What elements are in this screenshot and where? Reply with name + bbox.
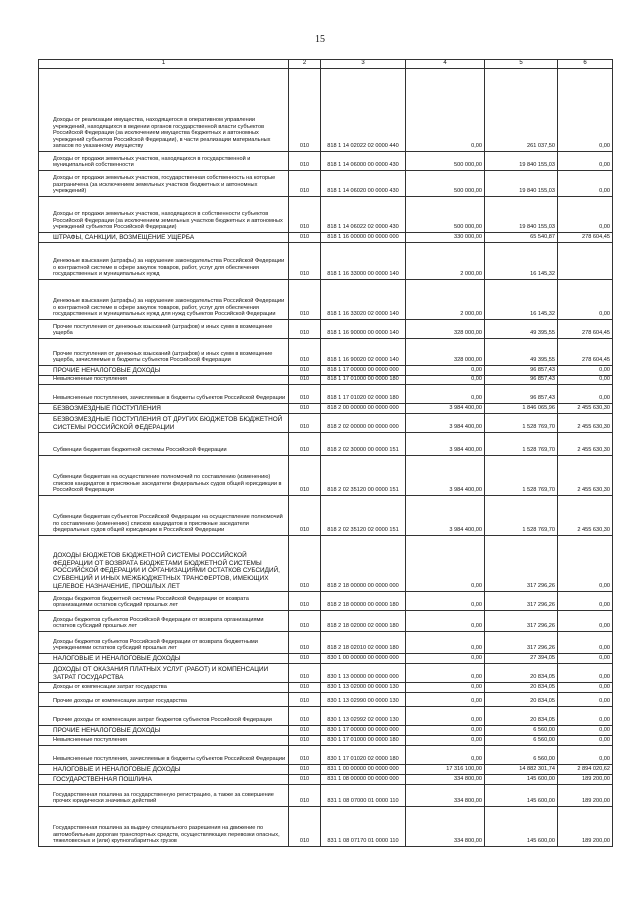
- row-name-cell: БЕЗВОЗМЕЗДНЫЕ ПОСТУПЛЕНИЯ: [39, 404, 289, 414]
- row-kbk-cell: 830 1 00 00000 00 0000 000: [321, 654, 406, 664]
- row-fact-cell: 16 145,32: [485, 280, 558, 320]
- row-code-cell: 010: [289, 632, 321, 654]
- row-name-cell: Доходы от реализации имущества, находящегося в оперативном управлении учреждений, находящихся в ведении органов государственной власти субъектов Российской Федерации (за исключением имущества бюджетных и автономных учреждений субъектов Российской Федерации), в части реализации материальных запасов по указанному имуществу: [39, 69, 289, 152]
- row-fact-cell: 49 395,55: [485, 320, 558, 339]
- row-kbk-cell: 818 1 16 33000 00 0000 140: [321, 243, 406, 280]
- row-fact-cell: 1 846 065,96: [485, 404, 558, 414]
- row-name-cell: Невыясненные поступления: [39, 376, 289, 385]
- row-code-cell: 010: [289, 433, 321, 456]
- row-name-cell: Субвенции бюджетам на осуществление полномочий по составлению (изменению) списков кандидатов в присяжные заседатели федеральных судов общей юрисдикции в Российской Федерации: [39, 456, 289, 496]
- row-code-cell: 010: [289, 765, 321, 775]
- row-rest-cell: 278 604,45: [558, 233, 613, 243]
- row-rest-cell: 2 455 630,30: [558, 404, 613, 414]
- table-row: [39, 456, 613, 496]
- row-name-cell: Государственная пошлина за выдачу специального разрешения на движение по автомобильным дорогам транспортных средств, осуществляющих перевозки опасных, тяжеловесных и (или) крупногабаритных грузов: [39, 807, 289, 847]
- row-name-cell: Доходы от продажи земельных участков, находящихся в собственности субъектов Российской Федерации (за исключением земельных участков бюджетных и автономных учреждений субъектов Российской Федерации): [39, 197, 289, 233]
- row-fact-cell: 96 857,43: [485, 385, 558, 404]
- row-fact-cell: 19 840 155,03: [485, 171, 558, 197]
- row-fact-cell: 96 857,43: [485, 376, 558, 385]
- row-fact-cell: 27 394,05: [485, 654, 558, 664]
- row-plan-cell: 0,00: [406, 536, 485, 592]
- row-kbk-cell: 830 1 13 00000 00 0000 000: [321, 664, 406, 683]
- row-name-cell: Доходы бюджетов субъектов Российской Федерации от возврата бюджетными учреждениями остатков субсидий прошлых лет: [39, 632, 289, 654]
- row-code-cell: 010: [289, 376, 321, 385]
- row-name-cell: Субвенции бюджетам субъектов Российской Федерации на осуществление полномочий по составлению (изменению) списков кандидатов в присяжные заседатели федеральных судов общей юрисдикции в Российской Федерации: [39, 496, 289, 536]
- row-code-cell: 010: [289, 385, 321, 404]
- table-row: [39, 69, 613, 152]
- row-code-cell: 010: [289, 775, 321, 785]
- row-rest-cell: 2 455 630,30: [558, 496, 613, 536]
- row-kbk-cell: 818 2 18 02000 02 0000 180: [321, 611, 406, 632]
- row-name-cell: Прочие поступления от денежных взысканий (штрафов) и иных сумм в возмещение ущерба, зачисляемые в бюджеты субъектов Российской Федерации: [39, 339, 289, 366]
- row-fact-cell: 6 560,00: [485, 736, 558, 746]
- row-rest-cell: 0,00: [558, 654, 613, 664]
- row-plan-cell: 0,00: [406, 366, 485, 376]
- row-code-cell: 010: [289, 664, 321, 683]
- row-plan-cell: 0,00: [406, 376, 485, 385]
- row-plan-cell: 0,00: [406, 736, 485, 746]
- row-fact-cell: 317 296,26: [485, 536, 558, 592]
- table-row: [39, 280, 613, 320]
- row-plan-cell: 334 800,00: [406, 785, 485, 807]
- row-rest-cell: 189 200,00: [558, 807, 613, 847]
- row-name-cell: Невыясненные поступления: [39, 736, 289, 746]
- row-code-cell: 010: [289, 736, 321, 746]
- row-fact-cell: 20 834,05: [485, 707, 558, 726]
- row-kbk-cell: 818 2 02 00000 00 0000 000: [321, 414, 406, 433]
- table-row: [39, 707, 613, 726]
- row-plan-cell: 0,00: [406, 385, 485, 404]
- revenue-table: [38, 59, 613, 847]
- row-rest-cell: 0,00: [558, 707, 613, 726]
- row-fact-cell: 6 560,00: [485, 726, 558, 736]
- header-cell: 6: [558, 60, 613, 69]
- row-name-cell: Доходы от продажи земельных участков, государственная собственность на которые разграничена (за исключением земельных участков бюджетных и автономных учреждений): [39, 171, 289, 197]
- row-code-cell: 010: [289, 171, 321, 197]
- row-rest-cell: 189 200,00: [558, 775, 613, 785]
- table-row: [39, 775, 613, 785]
- row-plan-cell: 0,00: [406, 683, 485, 693]
- row-rest-cell: 0,00: [558, 280, 613, 320]
- row-code-cell: 010: [289, 611, 321, 632]
- row-code-cell: 010: [289, 707, 321, 726]
- row-fact-cell: 317 296,26: [485, 592, 558, 611]
- row-fact-cell: 49 395,55: [485, 339, 558, 366]
- row-plan-cell: 0,00: [406, 69, 485, 152]
- row-kbk-cell: 831 1 08 07000 01 0000 110: [321, 785, 406, 807]
- row-kbk-cell: 818 2 18 00000 00 0000 180: [321, 592, 406, 611]
- table-row: [39, 404, 613, 414]
- row-plan-cell: 2 000,00: [406, 243, 485, 280]
- table-row: [39, 765, 613, 775]
- row-rest-cell: 2 455 630,30: [558, 414, 613, 433]
- table-row: [39, 376, 613, 385]
- row-kbk-cell: 818 1 14 02022 02 0000 440: [321, 69, 406, 152]
- row-code-cell: 010: [289, 69, 321, 152]
- row-name-cell: НАЛОГОВЫЕ И НЕНАЛОГОВЫЕ ДОХОДЫ: [39, 765, 289, 775]
- row-kbk-cell: 831 1 00 00000 00 0000 000: [321, 765, 406, 775]
- table-row: [39, 152, 613, 171]
- row-name-cell: Невыясненные поступления, зачисляемые в бюджеты субъектов Российской Федерации: [39, 746, 289, 765]
- row-plan-cell: 3 984 400,00: [406, 456, 485, 496]
- row-kbk-cell: 818 2 18 00000 00 0000 000: [321, 536, 406, 592]
- row-name-cell: Государственная пошлина за государственную регистрацию, а также за совершение прочих юридически значимых действий: [39, 785, 289, 807]
- page-number: 15: [315, 34, 325, 45]
- row-rest-cell: 0,00: [558, 632, 613, 654]
- row-plan-cell: 0,00: [406, 592, 485, 611]
- row-kbk-cell: 818 1 17 01020 02 0000 180: [321, 385, 406, 404]
- row-fact-cell: 1 528 769,70: [485, 414, 558, 433]
- header-cell: 2: [289, 60, 321, 69]
- header-cell: 1: [39, 60, 289, 69]
- row-rest-cell: 0,00: [558, 385, 613, 404]
- row-code-cell: 010: [289, 807, 321, 847]
- row-plan-cell: 500 000,00: [406, 171, 485, 197]
- row-kbk-cell: 818 1 17 01000 00 0000 180: [321, 376, 406, 385]
- row-plan-cell: 3 984 400,00: [406, 433, 485, 456]
- row-fact-cell: 14 882 301,74: [485, 765, 558, 775]
- row-plan-cell: 330 000,00: [406, 233, 485, 243]
- row-plan-cell: 0,00: [406, 726, 485, 736]
- row-code-cell: 010: [289, 536, 321, 592]
- row-name-cell: ПРОЧИЕ НЕНАЛОГОВЫЕ ДОХОДЫ: [39, 726, 289, 736]
- row-fact-cell: 145 600,00: [485, 775, 558, 785]
- table-row: [39, 243, 613, 280]
- row-code-cell: 010: [289, 233, 321, 243]
- row-name-cell: Доходы бюджетов субъектов Российской Федерации от возврата организациями остатков субсидий прошлых лет: [39, 611, 289, 632]
- row-plan-cell: 3 984 400,00: [406, 414, 485, 433]
- table-row: [39, 496, 613, 536]
- table-row: [39, 433, 613, 456]
- row-rest-cell: 0,00: [558, 376, 613, 385]
- row-kbk-cell: 818 2 02 35120 00 0000 151: [321, 456, 406, 496]
- row-fact-cell: 20 834,05: [485, 664, 558, 683]
- header-cell: 5: [485, 60, 558, 69]
- row-name-cell: БЕЗВОЗМЕЗДНЫЕ ПОСТУПЛЕНИЯ ОТ ДРУГИХ БЮДЖЕТОВ БЮДЖЕТНОЙ СИСТЕМЫ РОССИЙСКОЙ ФЕДЕРАЦИИ: [39, 414, 289, 433]
- row-fact-cell: 1 528 769,70: [485, 496, 558, 536]
- row-fact-cell: 317 296,26: [485, 632, 558, 654]
- row-rest-cell: 0,00: [558, 746, 613, 765]
- table-row: [39, 664, 613, 683]
- row-name-cell: Денежные взыскания (штрафы) за нарушение законодательства Российской Федерации о контрактной системе в сфере закупок товаров, работ, услуг для обеспечения государственных и муниципальных нужд для нужд субъектов Российской Федерации: [39, 280, 289, 320]
- row-rest-cell: 0,00: [558, 536, 613, 592]
- row-fact-cell: 6 560,00: [485, 746, 558, 765]
- row-name-cell: ДОХОДЫ БЮДЖЕТОВ БЮДЖЕТНОЙ СИСТЕМЫ РОССИЙСКОЙ ФЕДЕРАЦИИ ОТ ВОЗВРАТА БЮДЖЕТАМИ БЮДЖЕТНОЙ СИСТЕМЫ РОССИЙСКОЙ ФЕДЕРАЦИИ И ОРГАНИЗАЦИЯМИ ОСТАТКОВ СУБСИДИЙ, СУБВЕНЦИЙ И ИНЫХ МЕЖБЮДЖЕТНЫХ ТРАНСФЕРТОВ, ИМЕЮЩИХ ЦЕЛЕВОЕ НАЗНАЧЕНИЕ, ПРОШЛЫХ ЛЕТ: [39, 536, 289, 592]
- row-rest-cell: 0,00: [558, 152, 613, 171]
- table-header-row: [39, 60, 613, 69]
- table-row: [39, 197, 613, 233]
- table-row: [39, 785, 613, 807]
- row-fact-cell: 96 857,43: [485, 366, 558, 376]
- row-kbk-cell: 818 1 16 00000 00 0000 000: [321, 233, 406, 243]
- row-fact-cell: 1 528 769,70: [485, 456, 558, 496]
- row-kbk-cell: 830 1 13 02992 02 0000 130: [321, 707, 406, 726]
- header-cell: 3: [321, 60, 406, 69]
- row-kbk-cell: 830 1 17 00000 00 0000 000: [321, 726, 406, 736]
- row-plan-cell: 328 000,00: [406, 339, 485, 366]
- row-rest-cell: 2 894 020,62: [558, 765, 613, 775]
- row-kbk-cell: 818 2 02 35120 02 0000 151: [321, 496, 406, 536]
- row-kbk-cell: 818 1 14 06000 00 0000 430: [321, 152, 406, 171]
- row-rest-cell: 0,00: [558, 592, 613, 611]
- row-code-cell: 010: [289, 746, 321, 765]
- row-name-cell: Доходы бюджетов бюджетной системы Российской Федерации от возврата организациями остатков субсидий прошлых лет: [39, 592, 289, 611]
- table-row: [39, 592, 613, 611]
- row-plan-cell: 3 984 400,00: [406, 496, 485, 536]
- row-code-cell: 010: [289, 456, 321, 496]
- row-name-cell: Прочие доходы от компенсации затрат бюджетов субъектов Российской Федерации: [39, 707, 289, 726]
- row-code-cell: 010: [289, 414, 321, 433]
- row-code-cell: 010: [289, 592, 321, 611]
- row-name-cell: Денежные взыскания (штрафы) за нарушение законодательства Российской Федерации о контрактной системе в сфере закупок товаров, работ, услуг для обеспечения государственных и муниципальных нужд: [39, 243, 289, 280]
- row-plan-cell: 2 000,00: [406, 280, 485, 320]
- row-plan-cell: 0,00: [406, 611, 485, 632]
- row-code-cell: 010: [289, 339, 321, 366]
- row-fact-cell: 1 528 769,70: [485, 433, 558, 456]
- row-rest-cell: 0,00: [558, 611, 613, 632]
- row-kbk-cell: 818 1 14 06022 02 0000 430: [321, 197, 406, 233]
- row-code-cell: 010: [289, 366, 321, 376]
- row-rest-cell: 0,00: [558, 171, 613, 197]
- row-name-cell: ДОХОДЫ ОТ ОКАЗАНИЯ ПЛАТНЫХ УСЛУГ (РАБОТ) И КОМПЕНСАЦИИ ЗАТРАТ ГОСУДАРСТВА: [39, 664, 289, 683]
- table-row: [39, 693, 613, 707]
- row-fact-cell: 261 037,50: [485, 69, 558, 152]
- row-kbk-cell: 818 1 16 90020 02 0000 140: [321, 339, 406, 366]
- row-fact-cell: 317 296,26: [485, 611, 558, 632]
- row-name-cell: ПРОЧИЕ НЕНАЛОГОВЫЕ ДОХОДЫ: [39, 366, 289, 376]
- row-code-cell: 010: [289, 726, 321, 736]
- row-kbk-cell: 818 2 18 02010 02 0000 180: [321, 632, 406, 654]
- table-row: [39, 736, 613, 746]
- header-cell: 4: [406, 60, 485, 69]
- table-row: [39, 171, 613, 197]
- row-kbk-cell: 818 2 02 30000 00 0000 151: [321, 433, 406, 456]
- row-kbk-cell: 818 1 14 06020 00 0000 430: [321, 171, 406, 197]
- table-row: [39, 611, 613, 632]
- row-plan-cell: 334 800,00: [406, 775, 485, 785]
- row-kbk-cell: 831 1 08 07170 01 0000 110: [321, 807, 406, 847]
- row-name-cell: НАЛОГОВЫЕ И НЕНАЛОГОВЫЕ ДОХОДЫ: [39, 654, 289, 664]
- table-row: [39, 320, 613, 339]
- row-rest-cell: 0,00: [558, 197, 613, 233]
- row-plan-cell: 0,00: [406, 654, 485, 664]
- row-plan-cell: 334 800,00: [406, 807, 485, 847]
- row-code-cell: 010: [289, 683, 321, 693]
- row-plan-cell: 17 316 100,00: [406, 765, 485, 775]
- row-kbk-cell: 818 1 17 00000 00 0000 000: [321, 366, 406, 376]
- row-kbk-cell: 818 1 16 90000 00 0000 140: [321, 320, 406, 339]
- table-row: [39, 233, 613, 243]
- row-rest-cell: 278 604,45: [558, 320, 613, 339]
- row-name-cell: Невыясненные поступления, зачисляемые в бюджеты субъектов Российской Федерации: [39, 385, 289, 404]
- row-name-cell: ГОСУДАРСТВЕННАЯ ПОШЛИНА: [39, 775, 289, 785]
- row-rest-cell: 0,00: [558, 736, 613, 746]
- row-plan-cell: 500 000,00: [406, 152, 485, 171]
- row-rest-cell: 0,00: [558, 693, 613, 707]
- row-name-cell: Прочие поступления от денежных взысканий (штрафов) и иных сумм в возмещение ущерба: [39, 320, 289, 339]
- row-rest-cell: 0,00: [558, 366, 613, 376]
- table-row: [39, 746, 613, 765]
- row-code-cell: 010: [289, 496, 321, 536]
- row-kbk-cell: 830 1 13 02000 00 0000 130: [321, 683, 406, 693]
- row-kbk-cell: 818 1 16 33020 02 0000 140: [321, 280, 406, 320]
- row-name-cell: Доходы от компенсации затрат государства: [39, 683, 289, 693]
- row-kbk-cell: 830 1 17 01020 02 0000 180: [321, 746, 406, 765]
- row-fact-cell: 20 834,05: [485, 693, 558, 707]
- row-rest-cell: 0,00: [558, 683, 613, 693]
- row-code-cell: 010: [289, 404, 321, 414]
- row-name-cell: Прочие доходы от компенсации затрат государства: [39, 693, 289, 707]
- row-code-cell: 010: [289, 320, 321, 339]
- row-code-cell: 010: [289, 280, 321, 320]
- row-code-cell: 010: [289, 785, 321, 807]
- row-plan-cell: 0,00: [406, 693, 485, 707]
- row-rest-cell: 0,00: [558, 726, 613, 736]
- row-rest-cell: [558, 243, 613, 280]
- row-plan-cell: 0,00: [406, 707, 485, 726]
- table-row: [39, 366, 613, 376]
- row-rest-cell: 278 604,45: [558, 339, 613, 366]
- table-row: [39, 414, 613, 433]
- row-plan-cell: 0,00: [406, 746, 485, 765]
- row-kbk-cell: 831 1 08 00000 00 0000 000: [321, 775, 406, 785]
- row-code-cell: 010: [289, 693, 321, 707]
- table-row: [39, 683, 613, 693]
- row-code-cell: 010: [289, 243, 321, 280]
- row-plan-cell: 328 000,00: [406, 320, 485, 339]
- row-fact-cell: 145 600,00: [485, 807, 558, 847]
- table-row: [39, 807, 613, 847]
- row-rest-cell: 0,00: [558, 664, 613, 683]
- row-rest-cell: 2 455 630,30: [558, 456, 613, 496]
- table-row: [39, 726, 613, 736]
- table-row: [39, 385, 613, 404]
- row-name-cell: Субвенции бюджетам бюджетной системы Российской Федерации: [39, 433, 289, 456]
- row-kbk-cell: 830 1 13 02990 00 0000 130: [321, 693, 406, 707]
- table-row: [39, 654, 613, 664]
- table-row: [39, 536, 613, 592]
- row-rest-cell: 189 200,00: [558, 785, 613, 807]
- row-kbk-cell: 818 2 00 00000 00 0000 000: [321, 404, 406, 414]
- row-kbk-cell: 830 1 17 01000 00 0000 180: [321, 736, 406, 746]
- row-fact-cell: 20 834,05: [485, 683, 558, 693]
- row-rest-cell: 2 455 630,30: [558, 433, 613, 456]
- row-plan-cell: 500 000,00: [406, 197, 485, 233]
- row-code-cell: 010: [289, 152, 321, 171]
- row-fact-cell: 145 600,00: [485, 785, 558, 807]
- row-plan-cell: 0,00: [406, 664, 485, 683]
- row-name-cell: ШТРАФЫ, САНКЦИИ, ВОЗМЕЩЕНИЕ УЩЕРБА: [39, 233, 289, 243]
- row-fact-cell: 19 840 155,03: [485, 197, 558, 233]
- row-fact-cell: 65 540,87: [485, 233, 558, 243]
- row-plan-cell: 0,00: [406, 632, 485, 654]
- table-row: [39, 632, 613, 654]
- table-row: [39, 339, 613, 366]
- row-name-cell: Доходы от продажи земельных участков, находящихся в государственной и муниципальной собственности: [39, 152, 289, 171]
- row-fact-cell: 16 145,32: [485, 243, 558, 280]
- row-rest-cell: 0,00: [558, 69, 613, 152]
- row-code-cell: 010: [289, 654, 321, 664]
- row-fact-cell: 19 840 155,03: [485, 152, 558, 171]
- row-code-cell: 010: [289, 197, 321, 233]
- row-plan-cell: 3 984 400,00: [406, 404, 485, 414]
